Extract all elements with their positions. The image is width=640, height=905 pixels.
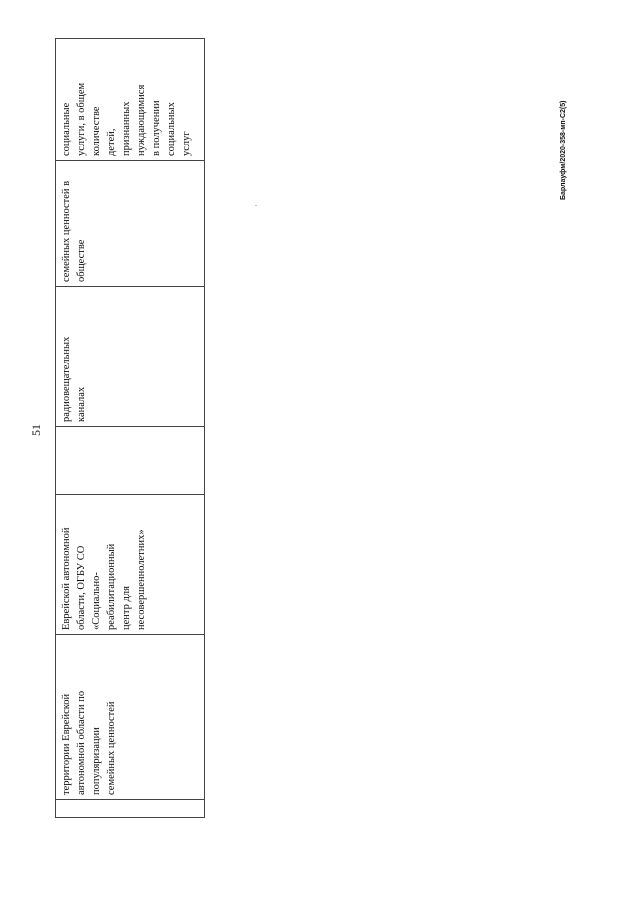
table-fragment — [55, 38, 205, 818]
table-cell-executor: Еврейской автономной области, ОГБУ СО «Социально- реабилитационный центр для несовершеннолетних» — [56, 494, 204, 634]
table-cell-term — [56, 426, 204, 494]
document-code: Барлауфм/2020-358-мп-С2(5) — [560, 100, 567, 200]
page-number: 51 — [29, 424, 43, 436]
table-row — [55, 38, 205, 818]
table-cell-number — [56, 799, 204, 817]
table-cell-source: радиовещательных каналах — [56, 286, 204, 426]
table-cell-result: семейных ценностей в обществе — [56, 160, 204, 286]
scan-artifact — [255, 205, 257, 206]
table-cell-event: территории Еврейской автономной области по популяризации семейных ценностей — [56, 634, 204, 799]
table-cell-indicator: социальные услуги, в общем количестве детей, признанных нуждающимися в получении социальных услуг — [61, 82, 192, 156]
